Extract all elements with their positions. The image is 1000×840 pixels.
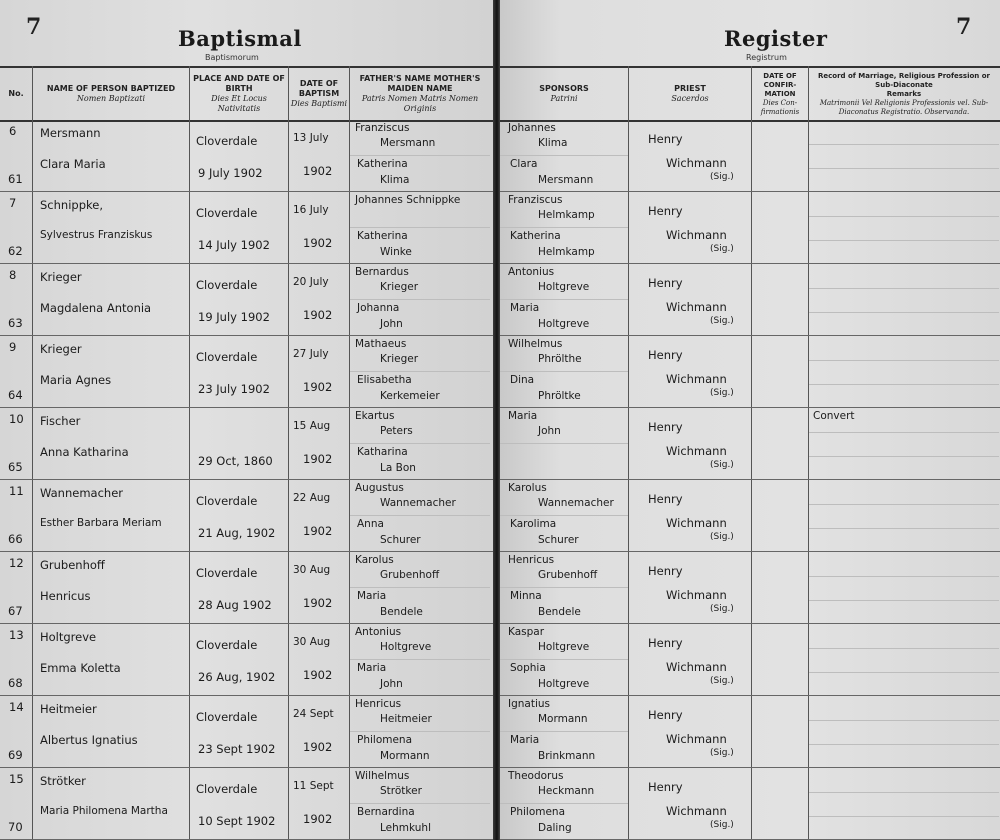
col-header-sponsors: SPONSORS Patrini — [539, 84, 589, 103]
father-first-name: Augustus — [355, 482, 404, 494]
divider — [189, 66, 190, 840]
baptism-year: 1902 — [303, 308, 333, 322]
entry-number: 14 — [9, 700, 24, 714]
ledger-line — [500, 155, 628, 156]
mother-first-name: Katherina — [357, 230, 408, 242]
priest-surname: Wichmann — [666, 228, 727, 242]
entry-rule — [500, 263, 1000, 264]
sponsor-2-first-name: Karolima — [510, 518, 557, 530]
entry-rule — [0, 551, 494, 552]
entry-rule — [0, 695, 494, 696]
baptism-year: 1902 — [303, 812, 333, 826]
birth-place: Cloverdale — [196, 350, 258, 364]
father-surname: Strötker — [380, 785, 422, 797]
baptized-given-names: Maria Philomena Martha — [40, 805, 168, 817]
baptized-surname: Wannemacher — [40, 486, 123, 500]
col-header-remarks: Record of Marriage, Religious Profession or Sub-Diaconate Remarks Matrimonii Vel Religionis Professionis vel. Sub-Diaconatus Registratio. Observanda. — [817, 71, 990, 116]
sponsor-2-surname: Daling — [538, 822, 572, 834]
left-header-row — [0, 66, 494, 122]
entry-register-number: 61 — [8, 172, 23, 186]
entry-number: 9 — [9, 340, 17, 354]
birth-date: 19 July 1902 — [198, 310, 270, 324]
ledger-line — [809, 648, 999, 649]
sponsor-2-surname: Holtgreve — [538, 678, 590, 690]
father-first-name: Bernardus — [355, 266, 409, 278]
priest-surname: Wichmann — [666, 156, 727, 170]
birth-date: 9 July 1902 — [198, 166, 263, 180]
entry-rule — [500, 551, 1000, 552]
ledger-line — [350, 299, 490, 300]
priest-signature-mark: (Sig.) — [710, 532, 734, 542]
birth-date: 23 July 1902 — [198, 382, 270, 396]
baptism-day: 13 July — [293, 132, 329, 144]
ledger-line — [809, 792, 999, 793]
ledger-line — [809, 384, 999, 385]
sponsor-2-surname: Phröltke — [538, 390, 581, 402]
birth-place: Cloverdale — [196, 134, 258, 148]
entry-register-number: 62 — [8, 244, 23, 258]
sponsor-1-surname: Holtgreve — [538, 641, 590, 653]
father-surname: Holtgreve — [380, 641, 432, 653]
sponsor-2-surname: Mersmann — [538, 174, 594, 186]
col-header-no: No. — [8, 89, 24, 98]
divider — [349, 66, 350, 840]
father-first-name: Franziscus — [355, 122, 410, 134]
left-page — [0, 0, 494, 840]
ledger-line — [500, 803, 628, 804]
baptized-surname: Fischer — [40, 414, 81, 428]
ledger-line — [500, 227, 628, 228]
baptized-surname: Mersmann — [40, 126, 101, 140]
baptism-year: 1902 — [303, 668, 333, 682]
mother-maiden-name: Bendele — [380, 606, 423, 618]
baptized-surname: Strötker — [40, 774, 86, 788]
entry-rule — [0, 335, 494, 336]
ledger-line — [350, 515, 490, 516]
entry-register-number: 63 — [8, 316, 23, 330]
ledger-line — [809, 600, 999, 601]
father-surname: Peters — [380, 425, 413, 437]
baptized-given-names: Anna Katharina — [40, 445, 129, 459]
priest-signature-mark: (Sig.) — [710, 244, 734, 254]
priest-signature-mark: (Sig.) — [710, 316, 734, 326]
ledger-line — [350, 587, 490, 588]
sponsor-2-first-name: Maria — [510, 734, 540, 746]
left-page-title: Baptismal — [178, 26, 302, 51]
mother-maiden-name: Winke — [380, 246, 412, 258]
priest-first-name: Henry — [648, 348, 683, 362]
baptism-day: 22 Aug — [293, 492, 331, 504]
ledger-line — [500, 659, 628, 660]
baptized-surname: Krieger — [40, 342, 82, 356]
father-surname: Krieger — [380, 281, 419, 293]
mother-first-name: Johanna — [357, 302, 400, 314]
entry-number: 7 — [9, 196, 17, 210]
ledger-line — [500, 515, 628, 516]
entry-register-number: 65 — [8, 460, 23, 474]
ledger-line — [350, 155, 490, 156]
baptism-day: 16 July — [293, 204, 329, 216]
entry-number: 13 — [9, 628, 24, 642]
entry-number: 11 — [9, 484, 24, 498]
entry-number: 8 — [9, 268, 17, 282]
ledger-line — [350, 731, 490, 732]
father-first-name: Mathaeus — [355, 338, 407, 350]
col-header-confirmation: DATE OF CONFIR-MATION Dies Con-firmationis — [760, 71, 800, 116]
sponsor-1-first-name: Maria — [508, 410, 538, 422]
col-header-place: PLACE AND DATE OF BIRTH Dies Et Locus Nativitatis — [193, 74, 285, 113]
ledger-line — [350, 371, 490, 372]
priest-first-name: Henry — [648, 780, 683, 794]
father-first-name: Johannes Schnippke — [355, 194, 461, 206]
ledger-line — [809, 288, 999, 289]
ledger-line — [500, 587, 628, 588]
mother-maiden-name: John — [380, 678, 403, 690]
ledger-line — [500, 371, 628, 372]
birth-place: Cloverdale — [196, 782, 258, 796]
baptized-surname: Heitmeier — [40, 702, 97, 716]
ledger-line — [350, 803, 490, 804]
birth-place: Cloverdale — [196, 206, 258, 220]
sponsor-1-first-name: Kaspar — [508, 626, 545, 638]
mother-maiden-name: Klima — [380, 174, 410, 186]
baptism-day: 24 Sept — [293, 708, 334, 720]
father-first-name: Antonius — [355, 626, 402, 638]
col-header-father: FATHER'S NAME MOTHER'S MAIDEN NAME Patris Nomen Matris Nomen Originis — [359, 74, 481, 113]
baptism-year: 1902 — [303, 164, 333, 178]
right-header-row — [500, 66, 1000, 122]
sponsor-1-surname: Heckmann — [538, 785, 595, 797]
baptism-year: 1902 — [303, 380, 333, 394]
birth-place: Cloverdale — [196, 278, 258, 292]
ledger-line — [809, 168, 999, 169]
right-page-title: Register — [724, 26, 828, 51]
entry-number: 10 — [9, 412, 24, 426]
baptism-year: 1902 — [303, 596, 333, 610]
father-first-name: Wilhelmus — [355, 770, 410, 782]
priest-signature-mark: (Sig.) — [710, 820, 734, 830]
sponsor-2-first-name: Minna — [510, 590, 542, 602]
entry-number: 6 — [9, 124, 17, 138]
sponsor-1-surname: Helmkamp — [538, 209, 595, 221]
divider — [288, 66, 289, 840]
entry-rule — [0, 767, 494, 768]
entry-rule — [500, 407, 1000, 408]
baptism-day: 20 July — [293, 276, 329, 288]
sponsor-2-surname: Schurer — [538, 534, 579, 546]
sponsor-1-first-name: Henricus — [508, 554, 555, 566]
entry-number: 12 — [9, 556, 24, 570]
mother-first-name: Maria — [357, 590, 387, 602]
mother-first-name: Katherina — [357, 158, 408, 170]
baptized-given-names: Henricus — [40, 589, 91, 603]
birth-place: Cloverdale — [196, 710, 258, 724]
ledger-line — [809, 504, 999, 505]
sponsor-2-first-name: Clara — [510, 158, 538, 170]
father-surname: Heitmeier — [380, 713, 432, 725]
birth-place: Cloverdale — [196, 494, 258, 508]
entry-rule — [500, 191, 1000, 192]
ledger-line — [809, 576, 999, 577]
mother-maiden-name: Schurer — [380, 534, 421, 546]
entry-rule — [500, 479, 1000, 480]
baptism-day: 15 Aug — [293, 420, 331, 432]
mother-first-name: Philomena — [357, 734, 413, 746]
birth-place: Cloverdale — [196, 566, 258, 580]
ledger-line — [500, 299, 628, 300]
baptized-given-names: Clara Maria — [40, 157, 106, 171]
baptized-given-names: Esther Barbara Meriam — [40, 517, 162, 529]
entry-rule — [0, 191, 494, 192]
entry-rule — [500, 695, 1000, 696]
baptism-day: 27 July — [293, 348, 329, 360]
father-surname: Wannemacher — [380, 497, 456, 509]
father-first-name: Karolus — [355, 554, 394, 566]
priest-first-name: Henry — [648, 492, 683, 506]
baptized-given-names: Maria Agnes — [40, 373, 112, 387]
ledger-line — [809, 360, 999, 361]
sponsor-1-first-name: Theodorus — [508, 770, 564, 782]
entry-rule — [0, 263, 494, 264]
entry-rule — [0, 623, 494, 624]
priest-first-name: Henry — [648, 276, 683, 290]
priest-surname: Wichmann — [666, 372, 727, 386]
ledger-line — [809, 216, 999, 217]
mother-maiden-name: Mormann — [380, 750, 430, 762]
sponsor-1-first-name: Antonius — [508, 266, 555, 278]
ledger-line — [809, 240, 999, 241]
sponsor-1-surname: Mormann — [538, 713, 588, 725]
mother-maiden-name: La Bon — [380, 462, 416, 474]
ledger-line — [809, 744, 999, 745]
entry-rule — [500, 767, 1000, 768]
divider — [751, 66, 752, 840]
priest-surname: Wichmann — [666, 732, 727, 746]
baptized-surname: Holtgreve — [40, 630, 97, 644]
baptized-surname: Grubenhoff — [40, 558, 105, 572]
ledger-line — [350, 659, 490, 660]
sponsor-2-first-name: Katherina — [510, 230, 561, 242]
baptism-day: 30 Aug — [293, 636, 331, 648]
sponsor-1-first-name: Karolus — [508, 482, 547, 494]
sponsor-2-first-name: Maria — [510, 302, 540, 314]
divider — [32, 66, 33, 840]
priest-signature-mark: (Sig.) — [710, 460, 734, 470]
entry-register-number: 66 — [8, 532, 23, 546]
baptized-surname: Schnippke, — [40, 198, 103, 212]
birth-date: 26 Aug, 1902 — [198, 670, 276, 684]
sponsor-1-surname: Phrölthe — [538, 353, 582, 365]
baptism-year: 1902 — [303, 236, 333, 250]
entry-register-number: 67 — [8, 604, 23, 618]
birth-date: 28 Aug 1902 — [198, 598, 272, 612]
ledger-line — [350, 227, 490, 228]
sponsor-2-surname: Helmkamp — [538, 246, 595, 258]
priest-first-name: Henry — [648, 204, 683, 218]
ledger-line — [809, 456, 999, 457]
entry-register-number: 64 — [8, 388, 23, 402]
ledger-line — [809, 432, 999, 433]
ledger-line — [809, 720, 999, 721]
ledger-line — [809, 144, 999, 145]
entry-rule — [500, 623, 1000, 624]
right-page-subtitle: Registrum — [746, 53, 787, 62]
sponsor-1-first-name: Franziscus — [508, 194, 563, 206]
mother-first-name: Maria — [357, 662, 387, 674]
baptized-given-names: Emma Koletta — [40, 661, 121, 675]
baptism-day: 11 Sept — [293, 780, 334, 792]
sponsor-1-surname: John — [538, 425, 561, 437]
sponsor-1-first-name: Johannes — [508, 122, 556, 134]
priest-surname: Wichmann — [666, 300, 727, 314]
baptized-surname: Krieger — [40, 270, 82, 284]
baptism-year: 1902 — [303, 452, 333, 466]
father-surname: Mersmann — [380, 137, 436, 149]
entry-register-number: 70 — [8, 820, 23, 834]
priest-surname: Wichmann — [666, 516, 727, 530]
sponsor-1-surname: Wannemacher — [538, 497, 614, 509]
father-first-name: Henricus — [355, 698, 402, 710]
priest-signature-mark: (Sig.) — [710, 604, 734, 614]
right-page-number: 7 — [956, 14, 972, 40]
sponsor-2-first-name: Dina — [510, 374, 535, 386]
entry-rule — [500, 335, 1000, 336]
divider — [628, 66, 629, 840]
mother-first-name: Elisabetha — [357, 374, 412, 386]
sponsor-2-first-name: Sophia — [510, 662, 546, 674]
baptized-given-names: Sylvestrus Franziskus — [40, 229, 153, 241]
baptism-year: 1902 — [303, 740, 333, 754]
baptized-given-names: Albertus Ignatius — [40, 733, 138, 747]
ledger-line — [809, 528, 999, 529]
birth-place: Cloverdale — [196, 638, 258, 652]
priest-signature-mark: (Sig.) — [710, 676, 734, 686]
divider — [808, 66, 809, 840]
ledger-line — [809, 672, 999, 673]
ledger-line — [809, 816, 999, 817]
baptized-given-names: Magdalena Antonia — [40, 301, 152, 315]
sponsor-1-surname: Klima — [538, 137, 568, 149]
col-header-priest: PRIEST Sacerdos — [671, 84, 709, 103]
col-header-name: NAME OF PERSON BAPTIZED Nomen Baptizati — [46, 84, 176, 103]
sponsor-1-surname: Grubenhoff — [538, 569, 598, 581]
col-header-date: DATE OF BAPTISM Dies Baptismi — [290, 79, 348, 108]
ledger-line — [809, 312, 999, 313]
entry-rule — [0, 479, 494, 480]
mother-maiden-name: Lehmkuhl — [380, 822, 431, 834]
sponsor-2-surname: Bendele — [538, 606, 581, 618]
father-surname: Krieger — [380, 353, 419, 365]
priest-first-name: Henry — [648, 564, 683, 578]
birth-date: 10 Sept 1902 — [198, 814, 276, 828]
sponsor-1-surname: Holtgreve — [538, 281, 590, 293]
priest-surname: Wichmann — [666, 444, 727, 458]
priest-first-name: Henry — [648, 708, 683, 722]
baptism-year: 1902 — [303, 524, 333, 538]
sponsor-2-first-name: Philomena — [510, 806, 566, 818]
entry-register-number: 69 — [8, 748, 23, 762]
sponsor-2-surname: Holtgreve — [538, 318, 590, 330]
mother-maiden-name: John — [380, 318, 403, 330]
mother-first-name: Anna — [357, 518, 384, 530]
mother-first-name: Bernardina — [357, 806, 415, 818]
priest-signature-mark: (Sig.) — [710, 748, 734, 758]
priest-surname: Wichmann — [666, 588, 727, 602]
ledger-line — [350, 443, 490, 444]
father-first-name: Ekartus — [355, 410, 395, 422]
priest-first-name: Henry — [648, 132, 683, 146]
remark-text: Convert — [813, 410, 855, 422]
birth-date: 21 Aug, 1902 — [198, 526, 276, 540]
priest-surname: Wichmann — [666, 660, 727, 674]
priest-first-name: Henry — [648, 420, 683, 434]
priest-first-name: Henry — [648, 636, 683, 650]
sponsor-2-surname: Brinkmann — [538, 750, 596, 762]
birth-date: 29 Oct, 1860 — [198, 454, 273, 468]
mother-maiden-name: Kerkemeier — [380, 390, 440, 402]
priest-signature-mark: (Sig.) — [710, 388, 734, 398]
left-page-number: 7 — [26, 14, 42, 40]
priest-surname: Wichmann — [666, 804, 727, 818]
entry-rule — [0, 407, 494, 408]
left-page-subtitle: Baptismorum — [205, 53, 259, 62]
sponsor-1-first-name: Ignatius — [508, 698, 551, 710]
sponsor-1-first-name: Wilhelmus — [508, 338, 563, 350]
birth-date: 14 July 1902 — [198, 238, 270, 252]
right-page — [500, 0, 1000, 840]
father-surname: Grubenhoff — [380, 569, 440, 581]
entry-number: 15 — [9, 772, 24, 786]
ledger-line — [500, 443, 628, 444]
ledger-line — [500, 731, 628, 732]
baptism-day: 30 Aug — [293, 564, 331, 576]
priest-signature-mark: (Sig.) — [710, 172, 734, 182]
mother-first-name: Katharina — [357, 446, 408, 458]
entry-register-number: 68 — [8, 676, 23, 690]
birth-date: 23 Sept 1902 — [198, 742, 276, 756]
